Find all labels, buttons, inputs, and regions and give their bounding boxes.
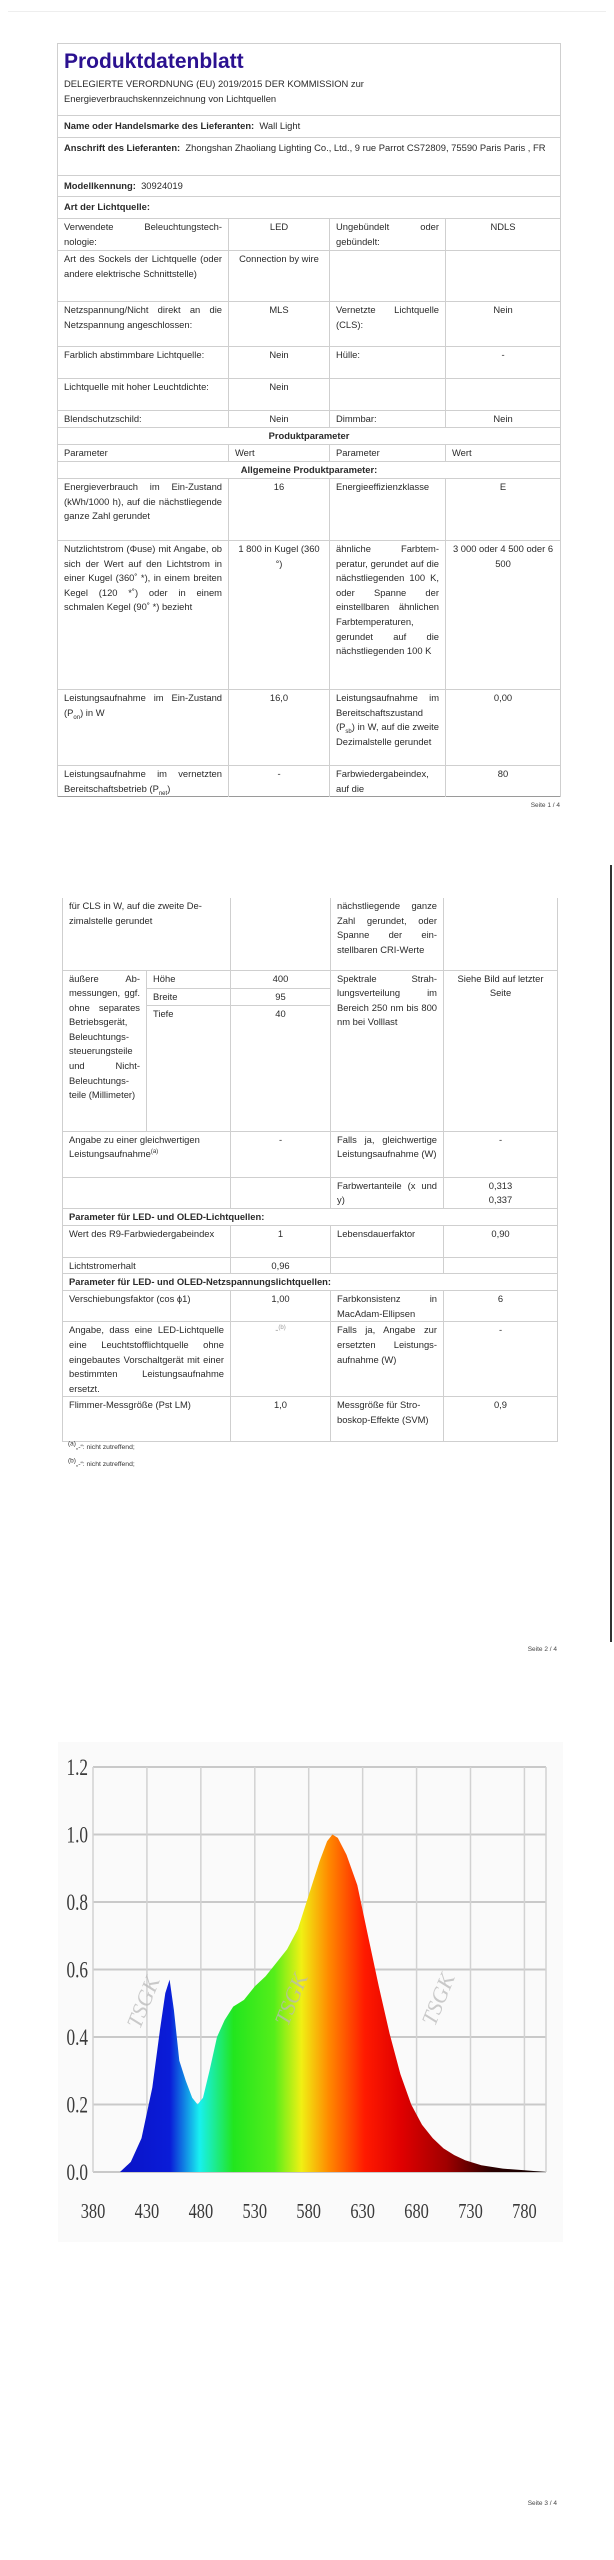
param-label: Wert des R9-Farbwiedergabeindex — [63, 1225, 231, 1257]
footnote-a: $^{(a)}$„-“: nicht zutreffend; — [68, 1440, 135, 1451]
param-label: Blendschutzschild: — [58, 411, 229, 428]
general-params-heading: Allgemeine Produktparameter: — [58, 462, 561, 479]
param-label: Vernetzte Lichtquelle (CLS): — [330, 302, 446, 347]
param-label: Flimmer-Messgröße (Pst LM) — [63, 1397, 231, 1442]
page-edge-line — [610, 865, 612, 1642]
dimensions-row — [63, 970, 558, 988]
spectral-distribution-label: Spektrale Strahlungsverteilung im Bereich 250 nm bis 800 nm bei Volllast — [331, 970, 444, 1131]
param-value: 0,96 — [231, 1257, 331, 1274]
column-header-value: Wert — [229, 445, 330, 462]
product-datasheet-table-page2 — [62, 898, 558, 1442]
flux-row — [58, 541, 561, 690]
x-tick-label: 630 — [350, 2200, 375, 2224]
param-value: 1 800 in Kugel (360 °) — [229, 541, 330, 690]
model-value: 30924019 — [141, 180, 183, 191]
param-value: 6 — [444, 1291, 558, 1322]
page-number: Seite 1 / 4 — [530, 802, 560, 809]
type-row — [58, 347, 561, 379]
flicker-row — [63, 1397, 558, 1442]
param-value: Nein — [446, 411, 561, 428]
cosphi-row — [63, 1291, 558, 1322]
model-row — [58, 176, 561, 197]
page-top-divider — [8, 11, 606, 12]
param-value: NDLS — [446, 219, 561, 251]
param-value: 0,90 — [444, 1225, 558, 1257]
page-number: Seite 3 / 4 — [527, 2500, 557, 2507]
type-row — [58, 251, 561, 302]
param-label: nächstliegende ganze Zahl gerundet, oder Spanne der einstellbaren CRI-Werte — [331, 898, 444, 970]
param-value — [444, 898, 558, 970]
spectral-distribution-chart — [0, 1740, 614, 2240]
r9-row — [63, 1225, 558, 1257]
supplier-name-label: Name oder Handelsmarke des Lieferanten: — [64, 120, 255, 131]
y-tick-label: 0.4 — [66, 2025, 89, 2051]
product-datasheet-table-page1 — [57, 43, 561, 797]
x-tick-label: 380 — [80, 2200, 106, 2224]
param-label: Angabe, dass eine LED-Lichtquelle eine Leuchtstofflichtquelle ohne eingebautes Vorschaltgerät mit einer bestimmten Leistungsaufnahme ersetzt. — [63, 1322, 231, 1397]
power-on-row — [58, 690, 561, 766]
param-value — [446, 251, 561, 302]
param-label: Dimmbar: — [330, 411, 446, 428]
header-row — [58, 44, 561, 116]
mains-params-heading: Parameter für LED- und OLED-Netzspannungslichtquellen: — [63, 1274, 558, 1291]
footnote-b: $^{(b)}$„-“: nicht zutreffend; — [68, 1457, 135, 1468]
dimensions-label: äußere Abmessungen, ggf. ohne separates Betriebsgerät, Beleuchtungssteuerungsteile und Nicht-Beleuchtungsteile (Millimeter) — [63, 970, 147, 1131]
param-label: Falls ja, Angabe zur ersetzten Leistungsaufnahme (W) — [331, 1322, 444, 1397]
supplier-address-row — [58, 138, 561, 176]
param-label: Angabe zu einer gleichwertigen Leistungsaufnahme$^{(a)}$ — [63, 1131, 231, 1177]
param-value: MLS — [229, 302, 330, 347]
chromaticity-row — [63, 1177, 558, 1208]
param-label: Nutzlichtstrom (Φuse) mit Angabe, ob sich der Wert auf den Lichtstrom in einer Kugel (360˚ *), in einem breiten Kegel (120 *˚) oder in einem schmalen Kegel (90˚ *) bezieht — [58, 541, 229, 690]
param-value: Connection by wire — [229, 251, 330, 302]
supplier-name-value: Wall Light — [259, 120, 301, 131]
type-row — [58, 302, 561, 347]
param-label: Netzspannung/Nicht direkt an die Netzspannung angeschlossen: — [58, 302, 229, 347]
spectral-distribution-value: Siehe Bild auf letzter Seite — [444, 970, 558, 1131]
param-label: Leistungsaufnahme im Bereitschaftszustand $(P_{sb})$ in W, auf die zweite Dezimalstelle gerundet — [330, 690, 446, 766]
param-label: Farbwiedergabeindex, auf die — [330, 766, 446, 797]
y-tick-label: 0.0 — [66, 2160, 89, 2186]
param-value: - — [444, 1131, 558, 1177]
equivalent-power-row — [63, 1131, 558, 1177]
column-header-row — [58, 445, 561, 462]
param-label — [330, 251, 446, 302]
type-heading: Art der Lichtquelle: — [58, 197, 561, 219]
x-tick-label: 730 — [458, 2200, 483, 2224]
regulation-text: DELEGIERTE VERORDNUNG (EU) 2019/2015 DER KOMMISSION zur Energieverbrauchskennzeichnung von Lichtquellen — [64, 78, 364, 104]
dimension-depth-label: Tiefe — [147, 1005, 231, 1131]
supplier-address-label: Anschrift des Lieferanten: — [64, 142, 181, 153]
param-value: Nein — [446, 302, 561, 347]
networked-standby-row — [58, 766, 561, 797]
energy-row — [58, 479, 561, 541]
model-label: Modellkennung: — [64, 180, 136, 191]
param-label — [330, 379, 446, 411]
column-header-value: Wert — [446, 445, 561, 462]
param-value — [231, 898, 331, 970]
y-tick-label: 1.0 — [66, 1823, 89, 1849]
x-tick-label: 580 — [296, 2200, 321, 2224]
param-value: Nein — [229, 379, 330, 411]
mains-heading-row — [63, 1274, 558, 1291]
param-value: Nein — [229, 347, 330, 379]
type-heading-row — [58, 197, 561, 219]
param-label: Hülle: — [330, 347, 446, 379]
type-row — [58, 219, 561, 251]
supplier-name-row — [58, 116, 561, 138]
param-value: - — [444, 1322, 558, 1397]
param-value: E — [446, 479, 561, 541]
param-value: 0,00 — [446, 690, 561, 766]
dimension-height-value: 400 — [231, 970, 331, 988]
param-label: Ungebündelt oder gebündelt: — [330, 219, 446, 251]
param-label: Lichtstromerhalt — [63, 1257, 231, 1274]
watermark-text: TSGK — [416, 1969, 460, 2029]
x-tick-label: 780 — [512, 2200, 537, 2224]
x-tick-label: 530 — [242, 2200, 268, 2224]
y-tick-label: 0.8 — [66, 1890, 89, 1916]
x-tick-label: 430 — [134, 2200, 160, 2224]
param-label: Leistungsaufnahme im Ein-Zustand $(P_{on})$ in W — [58, 690, 229, 766]
spectrum-area — [120, 1835, 546, 2173]
column-header-parameter: Parameter — [330, 445, 446, 462]
y-tick-label: 0.6 — [66, 1958, 89, 1984]
param-value: - — [446, 347, 561, 379]
y-tick-label: 1.2 — [66, 1755, 89, 1781]
lumen-maintenance-row — [63, 1257, 558, 1274]
param-label: Farbkonsistenz in MacAdam-Ellipsen — [331, 1291, 444, 1322]
watermark-text: TSGK — [121, 1972, 165, 2032]
param-value — [446, 379, 561, 411]
column-header-parameter: Parameter — [58, 445, 229, 462]
type-row — [58, 379, 561, 411]
param-value: Nein — [229, 411, 330, 428]
param-value: 0,313 0,337 — [444, 1177, 558, 1208]
replacement-row — [63, 1322, 558, 1397]
x-tick-label: 480 — [188, 2200, 214, 2224]
param-label: Falls ja, gleichwertige Leistungsaufnahme (W) — [331, 1131, 444, 1177]
param-label: Verschiebungsfaktor (cos ϕ1) — [63, 1291, 231, 1322]
param-value: - — [231, 1131, 331, 1177]
param-label: Farblich abstimmbare Lichtquelle: — [58, 347, 229, 379]
param-value: 0,9 — [444, 1397, 558, 1442]
supplier-address-value: Zhongshan Zhaoliang Lighting Co., Ltd., 9 rue Parrot CS72809, 75590 Paris Paris , FR — [185, 142, 546, 153]
param-value: 1,0 — [231, 1397, 331, 1442]
param-label: Farbwertanteile (x und y) — [331, 1177, 444, 1208]
product-params-heading: Produktparameter — [58, 428, 561, 445]
param-label: Lichtquelle mit hoher Leuchtdichte: — [58, 379, 229, 411]
param-label: Energieverbrauch im Ein-Zustand (kWh/1000 h), auf die nächstliegende ganze Zahl gerundet — [58, 479, 229, 541]
general-params-heading-row — [58, 462, 561, 479]
led-params-heading: Parameter für LED- und OLED-Lichtquellen: — [63, 1208, 558, 1225]
x-tick-label: 680 — [404, 2200, 429, 2224]
y-tick-label: 0.2 — [66, 2093, 89, 2119]
param-value: -$^{(b)}$ — [231, 1322, 331, 1397]
dimension-width-label: Breite — [147, 988, 231, 1005]
param-label: Messgröße für Stroboskop-Effekte (SVM) — [331, 1397, 444, 1442]
page-title: Produktdatenblatt — [64, 50, 244, 73]
continuation-row — [63, 898, 558, 970]
dimension-height-label: Höhe — [147, 970, 231, 988]
param-label: Energieeffizienzklasse — [330, 479, 446, 541]
dimension-width-value: 95 — [231, 988, 331, 1005]
param-value: 1 — [231, 1225, 331, 1257]
product-params-heading-row — [58, 428, 561, 445]
led-heading-row — [63, 1208, 558, 1225]
page-number: Seite 2 / 4 — [527, 1646, 557, 1653]
watermark-text: TSGK — [269, 1969, 313, 2029]
param-label: Lebensdauerfaktor — [331, 1225, 444, 1257]
param-value: 16,0 — [229, 690, 330, 766]
param-value: 3 000 oder 4 500 oder 6 500 — [446, 541, 561, 690]
param-value: LED — [229, 219, 330, 251]
param-label: Leistungsaufnahme im vernetzten Bereitschaftsbetrieb $(P_{net})$ — [58, 766, 229, 797]
dimension-depth-value: 40 — [231, 1005, 331, 1131]
param-label: ähnliche Farbtemperatur, gerundet auf die nächstliegenden 100 K, oder Spanne der einstellbaren ähnlichen Farbtemperaturen, gerundet auf die nächstliegenden 100 K — [330, 541, 446, 690]
type-row — [58, 411, 561, 428]
param-value: - — [229, 766, 330, 797]
param-value: 80 — [446, 766, 561, 797]
param-label: Art des Sockels der Lichtquelle (oder andere elektrische Schnittstelle) — [58, 251, 229, 302]
param-value: 16 — [229, 479, 330, 541]
param-label: für CLS in W, auf die zweite Dezimalstelle gerundet — [63, 898, 231, 970]
param-label: Verwendete Beleuchtungstechnologie: — [58, 219, 229, 251]
param-value: 1,00 — [231, 1291, 331, 1322]
